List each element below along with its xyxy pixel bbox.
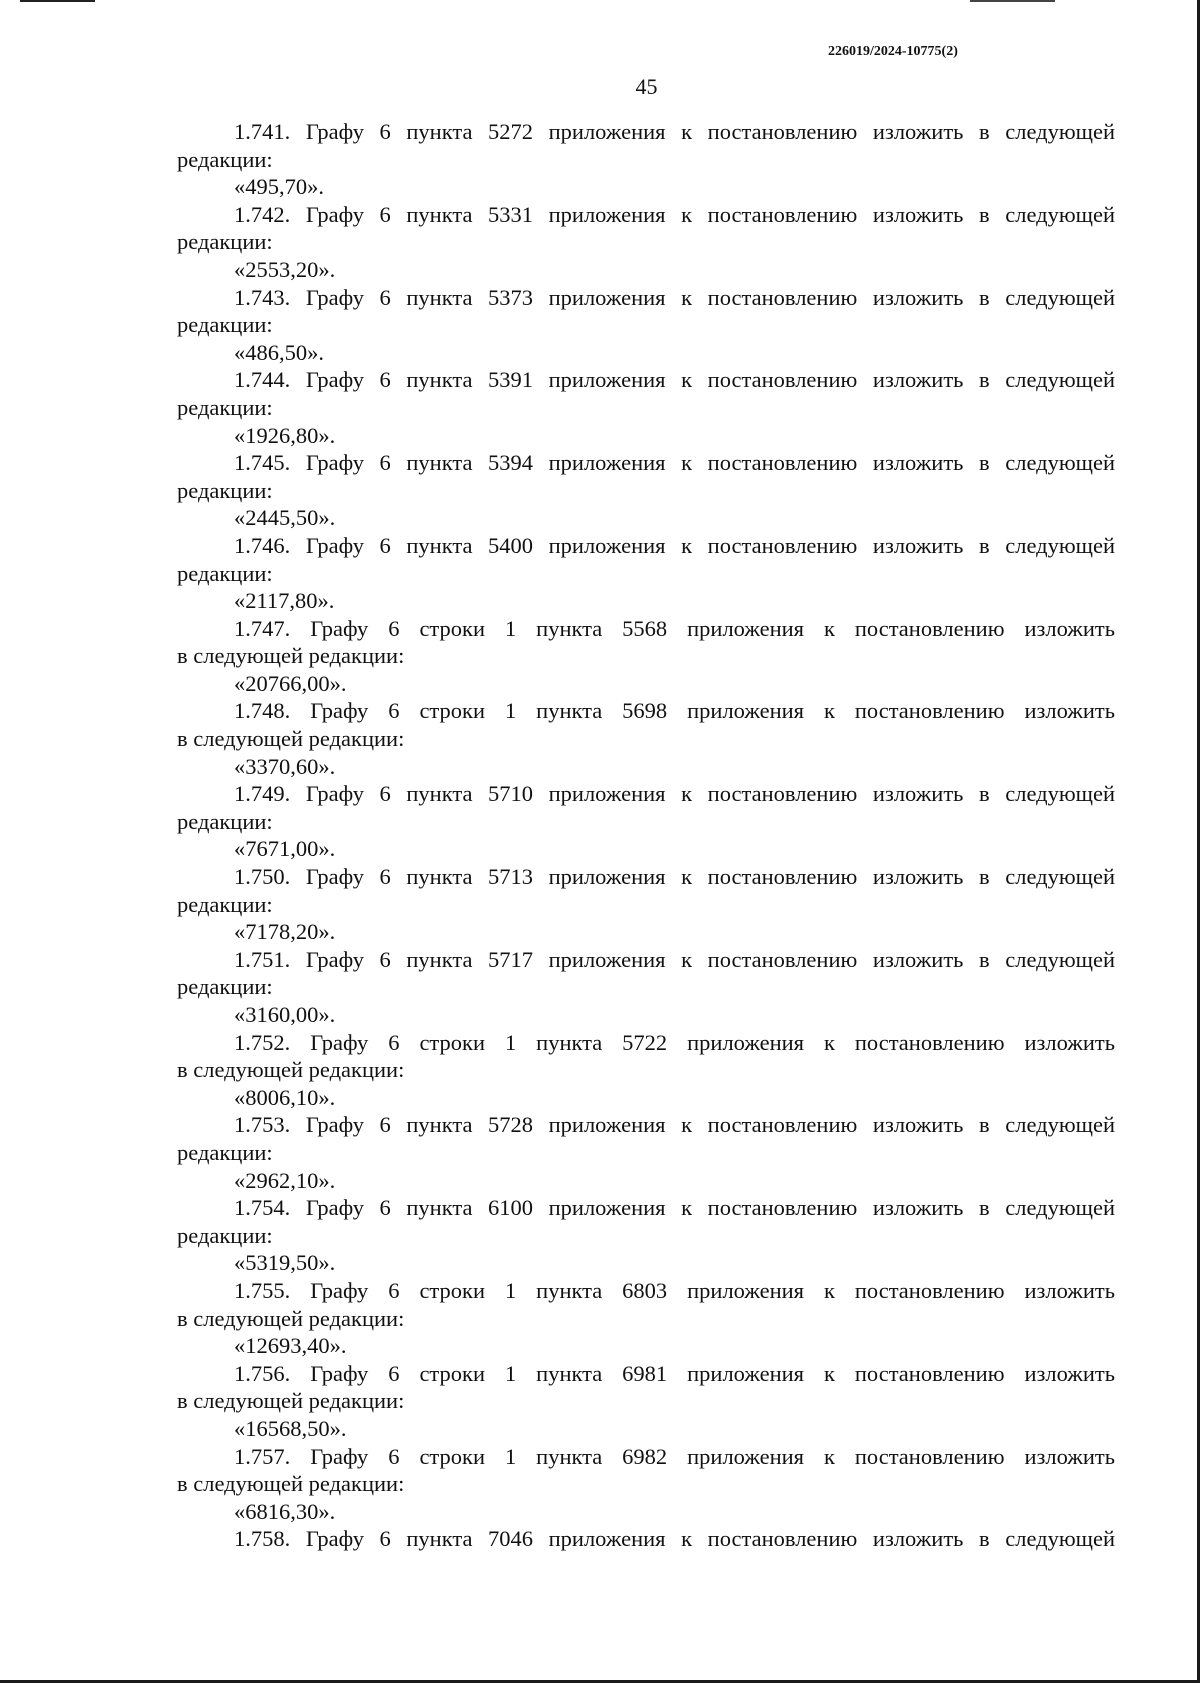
amendment-text-continuation: редакции: (177, 477, 273, 503)
amendment-item (177, 1277, 1115, 1360)
amendment-text-continuation: редакции: (177, 808, 273, 834)
amendment-item (177, 1443, 1115, 1526)
amendment-text-continuation: редакции: (177, 1222, 273, 1248)
amendment-text-line: 1.750. Графу 6 пункта 5713 приложения к постановлению изложить в следующей (234, 864, 1115, 890)
amendment-item (177, 532, 1115, 615)
amendment-text-line: 1.756. Графу 6 строки 1 пункта 6981 приложения к постановлению изложить (234, 1360, 1115, 1386)
amendment-item (177, 449, 1115, 532)
scan-edge-top (970, 0, 1055, 2)
amendment-text-line: 1.747. Графу 6 строки 1 пункта 5568 приложения к постановлению изложить (234, 615, 1115, 641)
amendment-item (177, 697, 1115, 780)
amendment-item (177, 118, 1115, 201)
amendment-text-continuation: в следующей редакции: (177, 1388, 405, 1414)
amendment-item (177, 366, 1115, 449)
amendment-value: «3370,60». (234, 753, 336, 779)
amendment-text-continuation: редакции: (177, 1139, 273, 1165)
amendment-item (177, 780, 1115, 863)
amendment-text-continuation: в следующей редакции: (177, 726, 405, 752)
amendment-text-line: 1.753. Графу 6 пункта 5728 приложения к постановлению изложить в следующей (234, 1112, 1115, 1138)
amendment-text-line: 1.757. Графу 6 строки 1 пункта 6982 приложения к постановлению изложить (234, 1443, 1115, 1469)
amendment-value: «486,50». (234, 339, 324, 365)
amendment-text-line: 1.743. Графу 6 пункта 5373 приложения к постановлению изложить в следующей (234, 284, 1115, 310)
amendment-text-continuation: редакции: (177, 891, 273, 917)
amendment-value: «495,70». (234, 174, 324, 200)
amendment-item (177, 1360, 1115, 1443)
document-body (177, 118, 1115, 1553)
amendment-value: «7178,20». (234, 919, 336, 945)
amendment-text-line: 1.746. Графу 6 пункта 5400 приложения к постановлению изложить в следующей (234, 532, 1115, 558)
amendment-item (177, 1029, 1115, 1112)
amendment-item (177, 284, 1115, 367)
amendment-text-line: 1.755. Графу 6 строки 1 пункта 6803 приложения к постановлению изложить (234, 1277, 1115, 1303)
amendment-text-line: 1.742. Графу 6 пункта 5331 приложения к постановлению изложить в следующей (234, 201, 1115, 227)
amendment-text-line: 1.752. Графу 6 строки 1 пункта 5722 приложения к постановлению изложить (234, 1029, 1115, 1055)
page-number: 45 (635, 74, 658, 99)
amendment-text-line: 1.749. Графу 6 пункта 5710 приложения к постановлению изложить в следующей (234, 781, 1115, 807)
amendment-value: «2962,10». (234, 1167, 336, 1193)
amendment-value: «8006,10». (234, 1084, 336, 1110)
amendment-item (177, 863, 1115, 946)
amendment-text-line: 1.744. Графу 6 пункта 5391 приложения к постановлению изложить в следующей (234, 367, 1115, 393)
amendment-value: «6816,30». (234, 1498, 336, 1524)
amendment-text-continuation: редакции: (177, 312, 273, 338)
amendment-text-line: 1.748. Графу 6 строки 1 пункта 5698 приложения к постановлению изложить (234, 698, 1115, 724)
amendment-item (177, 1111, 1115, 1194)
amendment-value: «7671,00». (234, 836, 336, 862)
amendment-value: «2553,20». (234, 256, 336, 282)
amendment-text-continuation: в следующей редакции: (177, 643, 405, 669)
amendment-text-continuation: в следующей редакции: (177, 1057, 405, 1083)
amendment-text-line: 1.751. Графу 6 пункта 5717 приложения к постановлению изложить в следующей (234, 946, 1115, 972)
amendment-text-continuation: редакции: (177, 229, 273, 255)
amendment-text-line: 1.758. Графу 6 пункта 7046 приложения к постановлению изложить в следующей (234, 1526, 1115, 1552)
amendment-text-continuation: редакции: (177, 974, 273, 1000)
amendment-value: «20766,00». (234, 670, 347, 696)
amendment-value: «2117,80». (234, 588, 335, 614)
amendment-text-line: 1.741. Графу 6 пункта 5272 приложения к постановлению изложить в следующей (234, 119, 1115, 144)
amendment-text-line: 1.754. Графу 6 пункта 6100 приложения к постановлению изложить в следующей (234, 1195, 1115, 1221)
amendment-text-continuation: редакции: (177, 560, 273, 586)
amendment-text-continuation: редакции: (177, 394, 273, 420)
amendment-item (177, 946, 1115, 1029)
amendment-text-continuation: в следующей редакции: (177, 1305, 405, 1331)
amendment-item (177, 615, 1115, 698)
amendment-value: «12693,40». (234, 1333, 347, 1359)
amendment-text-continuation: редакции: (177, 146, 273, 172)
scan-edge-top (20, 0, 95, 2)
amendment-item (177, 1194, 1115, 1277)
amendment-value: «5319,50». (234, 1250, 336, 1276)
amendment-text-continuation: в следующей редакции: (177, 1471, 405, 1497)
amendment-value: «3160,00». (234, 1002, 336, 1027)
document-id: 226019/2024-10775(2) (828, 44, 958, 59)
amendment-item (177, 201, 1115, 284)
amendment-value: «16568,50». (234, 1415, 347, 1441)
amendment-value: «1926,80». (234, 422, 336, 448)
amendment-text-line: 1.745. Графу 6 пункта 5394 приложения к постановлению изложить в следующей (234, 450, 1115, 476)
amendment-value: «2445,50». (234, 505, 336, 531)
